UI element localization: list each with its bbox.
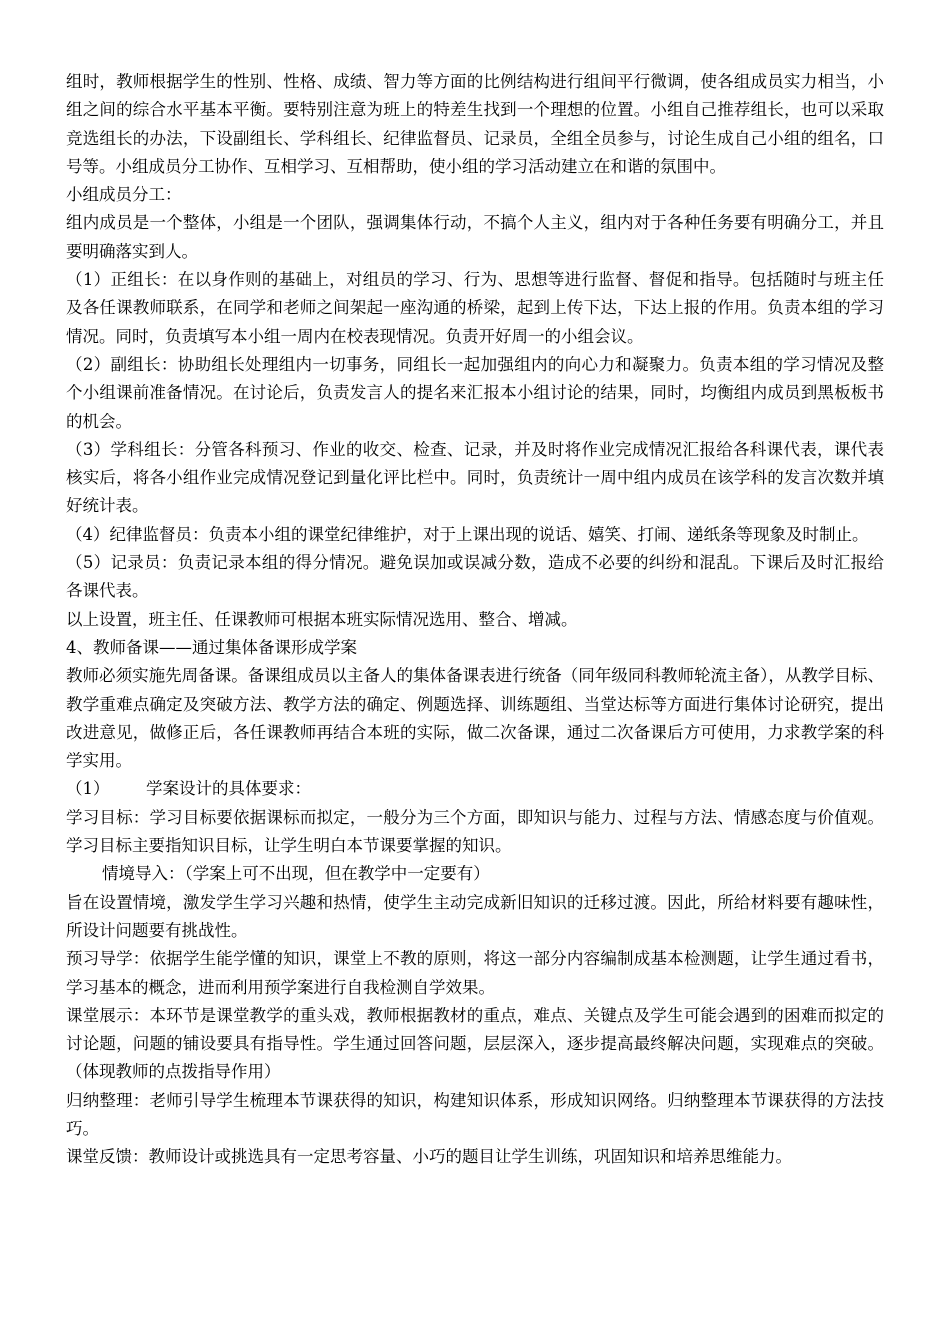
paragraph-class-presentation: 课堂展示：本环节是课堂教学的重头戏，教师根据教材的重点，难点、关键点及学生可能会遇到的困难而拟定的讨论题，问题的铺设要具有指导性。学生通过回答问题，层层深入，逐步提高最终解决问题，实现难点的突破。（体现教师的点拨指导作用） bbox=[66, 1005, 884, 1082]
paragraph-division-heading: 小组成员分工： bbox=[66, 185, 182, 205]
paragraph-deputy-leader: （2）副组长：协助组长处理组内一切事务，同组长一起加强组内的向心力和凝聚力。负责本组的学习情况及整个小组课前准备情况。在讨论后，负责发言人的提名来汇报本小组讨论的结果，同时，均衡组内成员到黑板板书的机会。 bbox=[66, 354, 884, 431]
paragraph-leader: （1）正组长：在以身作则的基础上，对组员的学习、行为、思想等进行监督、督促和指导。包括随时与班主任及各任课教师联系，在同学和老师之间架起一座沟通的桥梁，起到上传下达，下达上报的作用。负责本组的学习情况。同时，负责填写本小组一周内在校表现情况。负责开好周一的小组会议。 bbox=[66, 270, 884, 346]
paragraph-scenario-intro: 情境导入：（学案上可不出现，但在教学中一定要有） bbox=[102, 864, 490, 884]
paragraph-subject-leader: （3）学科组长：分管各科预习、作业的收交、检查、记录，并及时将作业完成情况汇报给各科课代表，课代表核实后，将各小组作业完成情况登记到量化评比栏中。同时，负责统计一周中组内成员在该学科的发言次数并填好统计表。 bbox=[66, 439, 884, 516]
paragraph-summary: 归纳整理：老师引导学生梳理本节课获得的知识，构建知识体系，形成知识网络。归纳整理本节课获得的方法技巧。 bbox=[66, 1090, 884, 1138]
paragraph-preview-guide: 预习导学：依据学生能学懂的知识，课堂上不教的原则，将这一部分内容编制成基本检测题，让学生通过看书，学习基本的概念，进而利用预学案进行自我检测自学效果。 bbox=[66, 949, 884, 997]
section-heading-lesson-prep: 4、教师备课——通过集体备课形成学案 bbox=[66, 637, 357, 657]
paragraph-settings-note: 以上设置，班主任、任课教师可根据本班实际情况选用、整合、增减。 bbox=[66, 609, 578, 629]
item-number: （1） bbox=[66, 779, 110, 799]
paragraph-discipline-monitor: （4）纪律监督员：负责本小组的课堂纪律维护，对于上课出现的说话、嬉笑、打闹、递纸条等现象及时制止。 bbox=[66, 524, 869, 544]
item-text: 学案设计的具体要求： bbox=[146, 779, 311, 799]
paragraph-grouping: 组时，教师根据学生的性别、性格、成绩、智力等方面的比例结构进行组间平行微调，使各组成员实力相当，小组之间的综合水平基本平衡。要特别注意为班上的特差生找到一个理想的位置。小组自己推荐组长，也可以采取竞选组长的办法，下设副组长、学科组长、纪律监督员、记录员，全组全员参与，讨论生成自己小组的组名，口号等。小组成员分工协作、互相学习、互相帮助，使小组的学习活动建立在和谐的氛围中。 bbox=[66, 72, 884, 176]
paragraph-collective-prep: 教师必须实施先周备课。备课组成员以主备人的集体备课表进行统备（同年级同科教师轮流主备），从教学目标、教学重难点确定及突破方法、教学方法的确定、例题选择、训练题组、当堂达标等方面进行集体讨论研究，提出改进意见，做修正后，各任课教师再结合本班的实际，做二次备课，通过二次备课后方可使用，力求教学案的科学实用。 bbox=[66, 666, 884, 771]
paragraph-class-feedback: 课堂反馈：教师设计或挑选具有一定思考容量、小巧的题目让学生训练，巩固知识和培养思维能力。 bbox=[66, 1147, 792, 1167]
paragraph-division-intro: 组内成员是一个整体，小组是一个团队，强调集体行动，不搞个人主义，组内对于各种任务要有明确分工，并且要明确落实到人。 bbox=[66, 213, 884, 261]
design-requirements-item bbox=[66, 775, 884, 803]
paragraph-learning-goals: 学习目标：学习目标要依据课标而拟定，一般分为三个方面，即知识与能力、过程与方法、情感态度与价值观。学习目标主要指知识目标，让学生明白本节课要掌握的知识。 bbox=[66, 807, 884, 856]
paragraph-recorder: （5）记录员：负责记录本组的得分情况。避免误加或误减分数，造成不必要的纠纷和混乱。下课后及时汇报给各课代表。 bbox=[66, 553, 884, 601]
paragraph-scenario-purpose: 旨在设置情境，激发学生学习兴趣和热情，使学生主动完成新旧知识的迁移过渡。因此，所给材料要有趣味性，所设计问题要有挑战性。 bbox=[66, 892, 884, 940]
